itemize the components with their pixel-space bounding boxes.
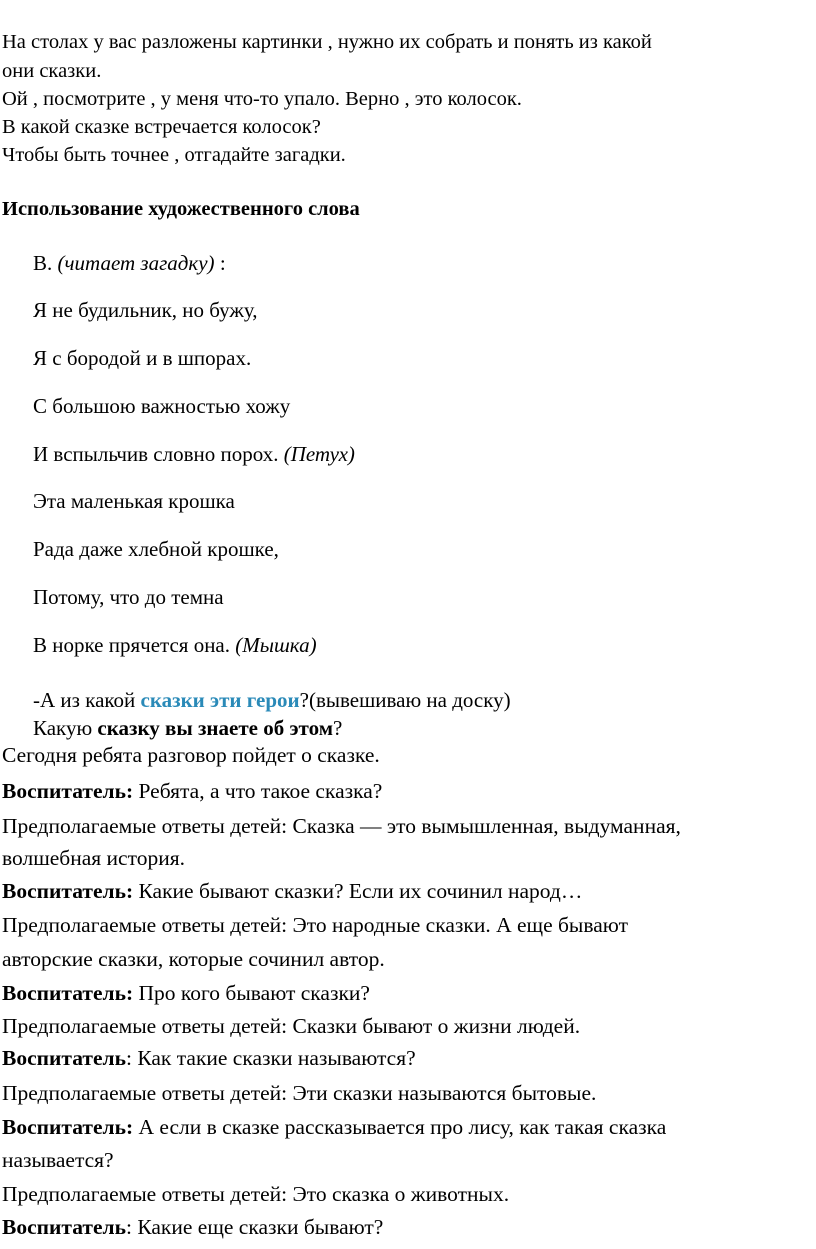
riddle-line: Рада даже хлебной крошке, [33, 537, 279, 561]
intro-line: они сказки. [2, 60, 102, 82]
teacher-question: называется? [2, 1148, 114, 1172]
question-known-tale: Какую сказку вы знаете об этом? [33, 716, 343, 740]
highlight-link: сказки эти герои [140, 688, 300, 712]
children-answer: Предполагаемые ответы детей: Это народные сказки. А еще бывают [2, 913, 628, 937]
children-answer: Предполагаемые ответы детей: Сказки бывают о жизни людей. [2, 1014, 581, 1038]
intro-line: В какой сказке встречается колосок? [2, 116, 321, 138]
teacher-question: Воспитатель: Какие еще сказки бывают? [2, 1215, 384, 1239]
children-answer: Предполагаемые ответы детей: Эти сказки называются бытовые. [2, 1081, 597, 1105]
intro-line: На столах у вас разложены картинки , нужно их собрать и понять из какой [2, 31, 652, 53]
children-answer: волшебная история. [2, 846, 185, 870]
dialog-line: Сегодня ребята разговор пойдет о сказке. [2, 743, 380, 767]
teacher-question: Воспитатель: Про кого бывают сказки? [2, 981, 370, 1005]
children-answer: Предполагаемые ответы детей: Это сказка о животных. [2, 1182, 510, 1206]
intro-line: Ой , посмотрите , у меня что-то упало. Верно , это колосок. [2, 88, 522, 110]
teacher-question: Воспитатель: Ребята, а что такое сказка? [2, 779, 383, 803]
riddle-answer: (Мышка) [235, 633, 317, 657]
section-heading: Использование художественного слова [2, 198, 360, 220]
riddle-line: Я с бородой и в шпорах. [33, 346, 252, 370]
children-answer: авторские сказки, которые сочинил автор. [2, 947, 385, 971]
teacher-question: Воспитатель: Как такие сказки называются? [2, 1046, 416, 1070]
riddle-line: Эта маленькая крошка [33, 489, 235, 513]
riddle-line: В норке прячется она. (Мышка) [33, 633, 317, 657]
riddle-answer: (Петух) [283, 442, 355, 466]
teacher-question: Воспитатель: Какие бывают сказки? Если их сочинил народ… [2, 879, 583, 903]
question-heroes: -А из какой сказки эти герои?(вывешиваю на доску) [33, 688, 511, 712]
riddle-line: Потому, что до темна [33, 585, 224, 609]
riddle-line: С большою важностью хожу [33, 394, 291, 418]
children-answer: Предполагаемые ответы детей: Сказка — это вымышленная, выдуманная, [2, 814, 681, 838]
riddle-line: И вспыльчив словно порох. (Петух) [33, 442, 355, 466]
riddle-intro: В. (читает загадку) : [33, 251, 226, 275]
intro-line: Чтобы быть точнее , отгадайте загадки. [2, 144, 346, 166]
teacher-question: Воспитатель: А если в сказке рассказывается про лису, как такая сказка [2, 1115, 667, 1139]
riddle-line: Я не будильник, но бужу, [33, 298, 258, 322]
